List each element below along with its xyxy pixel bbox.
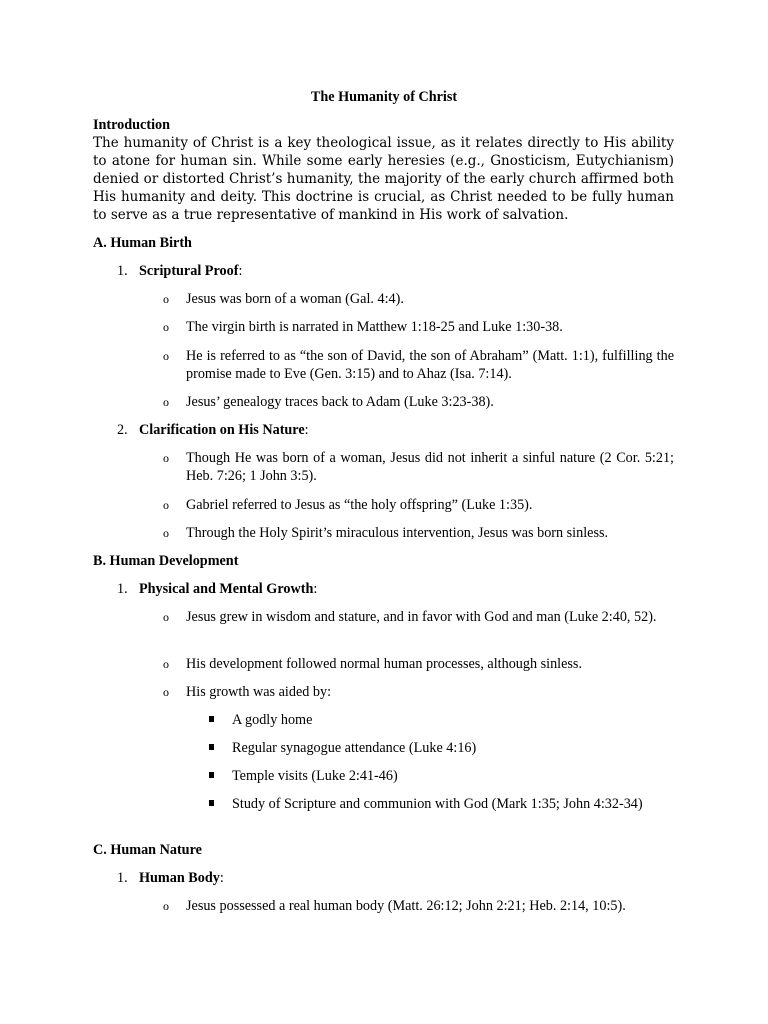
bullet-marker: o: [163, 395, 169, 409]
bullet-item: o He is referred to as “the son of David, the son of Abraham” (Matt. 1:1), fulfilling the promise made to Eve (Gen. 3:15) and to Ahaz (Isa. 7:14).: [163, 348, 674, 382]
list-number: 2.: [117, 422, 128, 438]
bullet-item: o The virgin birth is narrated in Matthew 1:18-25 and Luke 1:30-38.: [163, 319, 563, 335]
list-item-physical-mental-growth: 1. Physical and Mental Growth:: [117, 581, 318, 597]
bullet-marker: o: [163, 292, 169, 306]
list-number: 1.: [117, 263, 128, 279]
list-item-label: Physical and Mental Growth: [139, 581, 314, 597]
list-item-scriptural-proof: 1. Scriptural Proof:: [117, 263, 243, 279]
sub-bullet-item: A godly home: [209, 711, 674, 729]
sub-bullet-item: Regular synagogue attendance (Luke 4:16): [209, 739, 674, 757]
section-a-heading: A. Human Birth: [93, 235, 192, 251]
list-number: 1.: [117, 870, 128, 886]
introduction-paragraph: The humanity of Christ is a key theological issue, as it relates directly to His ability to atone for human sin. While some early heresies (e.g., Gnosticism, Eutychianism) denied or distorted Christ’s humanity, the majority of the early church affirmed both His humanity and deity. This doctrine is crucial, as Christ needed to be fully human to serve as a true representative of mankind in His work of salvation.: [93, 135, 674, 223]
bullet-item: o Jesus was born of a woman (Gal. 4:4).: [163, 291, 404, 307]
square-bullet-marker: [209, 744, 214, 750]
square-bullet-marker: [209, 716, 214, 722]
bullet-marker: o: [163, 899, 169, 913]
bullet-item: o Jesus grew in wisdom and stature, and in favor with God and man (Luke 2:40, 52).: [163, 609, 657, 625]
list-item-label: Human Body: [139, 870, 220, 886]
introduction-heading: Introduction: [93, 117, 170, 133]
sub-bullet-item: Study of Scripture and communion with God (Mark 1:35; John 4:32-34): [209, 795, 674, 813]
bullet-item: o Jesus possessed a real human body (Matt. 26:12; John 2:21; Heb. 2:14, 10:5).: [163, 898, 626, 914]
bullet-item: o Through the Holy Spirit’s miraculous intervention, Jesus was born sinless.: [163, 525, 609, 541]
bullet-marker: o: [163, 685, 169, 699]
list-number: 1.: [117, 581, 128, 597]
square-bullet-marker: [209, 800, 214, 806]
bullet-item: o His development followed normal human processes, although sinless.: [163, 656, 582, 672]
square-bullet-marker: [209, 772, 214, 778]
bullet-item: o Gabriel referred to Jesus as “the holy offspring” (Luke 1:35).: [163, 497, 533, 513]
bullet-item: o Though He was born of a woman, Jesus did not inherit a sinful nature (2 Cor. 5:21; Heb. 7:26; 1 John 3:5).: [163, 450, 674, 484]
bullet-marker: o: [163, 610, 169, 624]
bullet-marker: o: [163, 657, 169, 671]
document-title: The Humanity of Christ: [310, 89, 458, 105]
sub-bullet-item: Temple visits (Luke 2:41-46): [209, 767, 674, 785]
bullet-marker: o: [163, 451, 169, 465]
bullet-marker: o: [163, 349, 169, 363]
bullet-marker: o: [163, 526, 169, 540]
bullet-item: o Jesus’ genealogy traces back to Adam (Luke 3:23-38).: [163, 394, 494, 410]
list-item-label: Scriptural Proof: [139, 263, 239, 279]
bullet-marker: o: [163, 498, 169, 512]
list-item-clarification: 2. Clarification on His Nature:: [117, 422, 309, 438]
bullet-marker: o: [163, 320, 169, 334]
section-c-heading: C. Human Nature: [93, 842, 202, 858]
list-item-label: Clarification on His Nature: [139, 422, 305, 438]
section-b-heading: B. Human Development: [93, 553, 239, 569]
bullet-item: o His growth was aided by:: [163, 684, 332, 700]
list-item-human-body: 1. Human Body:: [117, 870, 224, 886]
